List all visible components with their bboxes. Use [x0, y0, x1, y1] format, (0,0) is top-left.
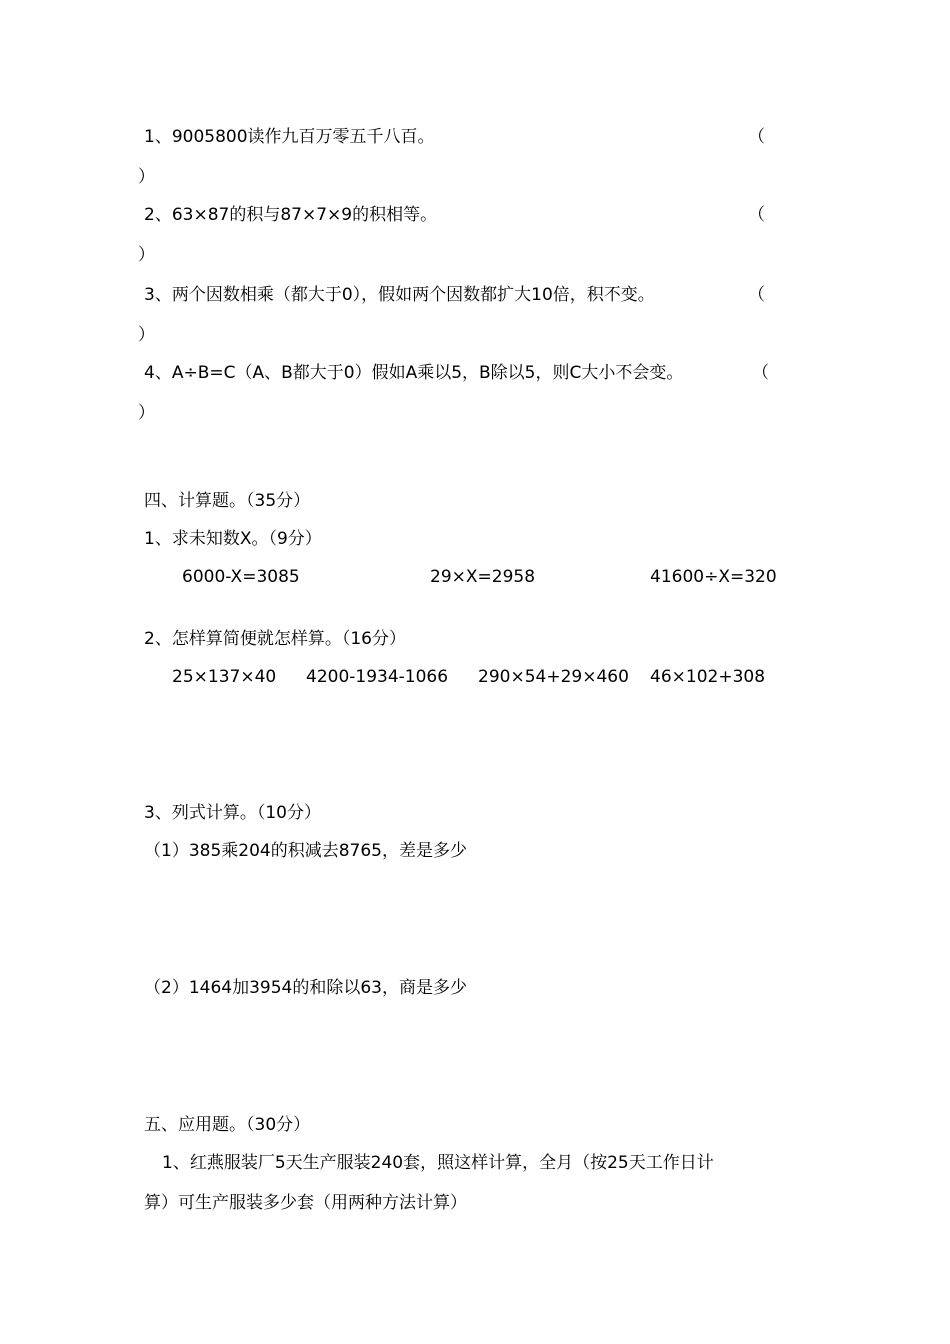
judgment-item-3: 3、两个因数相乘（都大于0），假如两个因数都扩大10倍，积不变。	[144, 285, 655, 305]
answer-paren-close-1: ）	[138, 167, 155, 187]
judgment-item-2: 2、63×87的积与87×7×9的积相等。	[144, 205, 438, 225]
expression-4: 46×102+308	[650, 667, 766, 687]
equation-2: 29×X=2958	[430, 567, 536, 587]
answer-paren-open-4: （	[752, 363, 769, 383]
equation-3: 41600÷X=320	[650, 567, 777, 587]
section-5-title: 五、应用题。（30分）	[144, 1115, 311, 1135]
answer-paren-open-2: （	[748, 205, 765, 225]
q3-part-2: （2）1464加3954的和除以63，商是多少	[144, 978, 467, 998]
expression-1: 25×137×40	[172, 667, 277, 687]
equation-1: 6000-X=3085	[182, 567, 300, 587]
q3-title: 3、列式计算。（10分）	[144, 803, 321, 823]
expression-2: 4200-1934-1066	[306, 667, 449, 687]
answer-paren-close-2: ）	[138, 245, 155, 265]
section-4-title: 四、计算题。（35分）	[144, 491, 311, 511]
judgment-item-4: 4、A÷B=C（A、B都大于0）假如A乘以5，B除以5，则C大小不会变。	[144, 363, 684, 383]
application-q1-line-1: 1、红燕服装厂5天生产服装240套，照这样计算，全月（按25天工作日计	[162, 1153, 714, 1173]
q3-part-1: （1）385乘204的积减去8765，差是多少	[144, 841, 467, 861]
answer-paren-open-3: （	[748, 285, 765, 305]
answer-paren-open-1: （	[748, 127, 765, 147]
q1-title: 1、求未知数X。（9分）	[144, 529, 322, 549]
answer-paren-close-4: ）	[138, 403, 155, 423]
expression-3: 290×54+29×460	[478, 667, 629, 687]
answer-paren-close-3: ）	[138, 325, 155, 345]
application-q1-line-2: 算）可生产服装多少套（用两种方法计算）	[144, 1193, 467, 1213]
q2-title: 2、怎样算简便就怎样算。（16分）	[144, 629, 406, 649]
judgment-item-1: 1、9005800读作九百万零五千八百。	[144, 127, 435, 147]
